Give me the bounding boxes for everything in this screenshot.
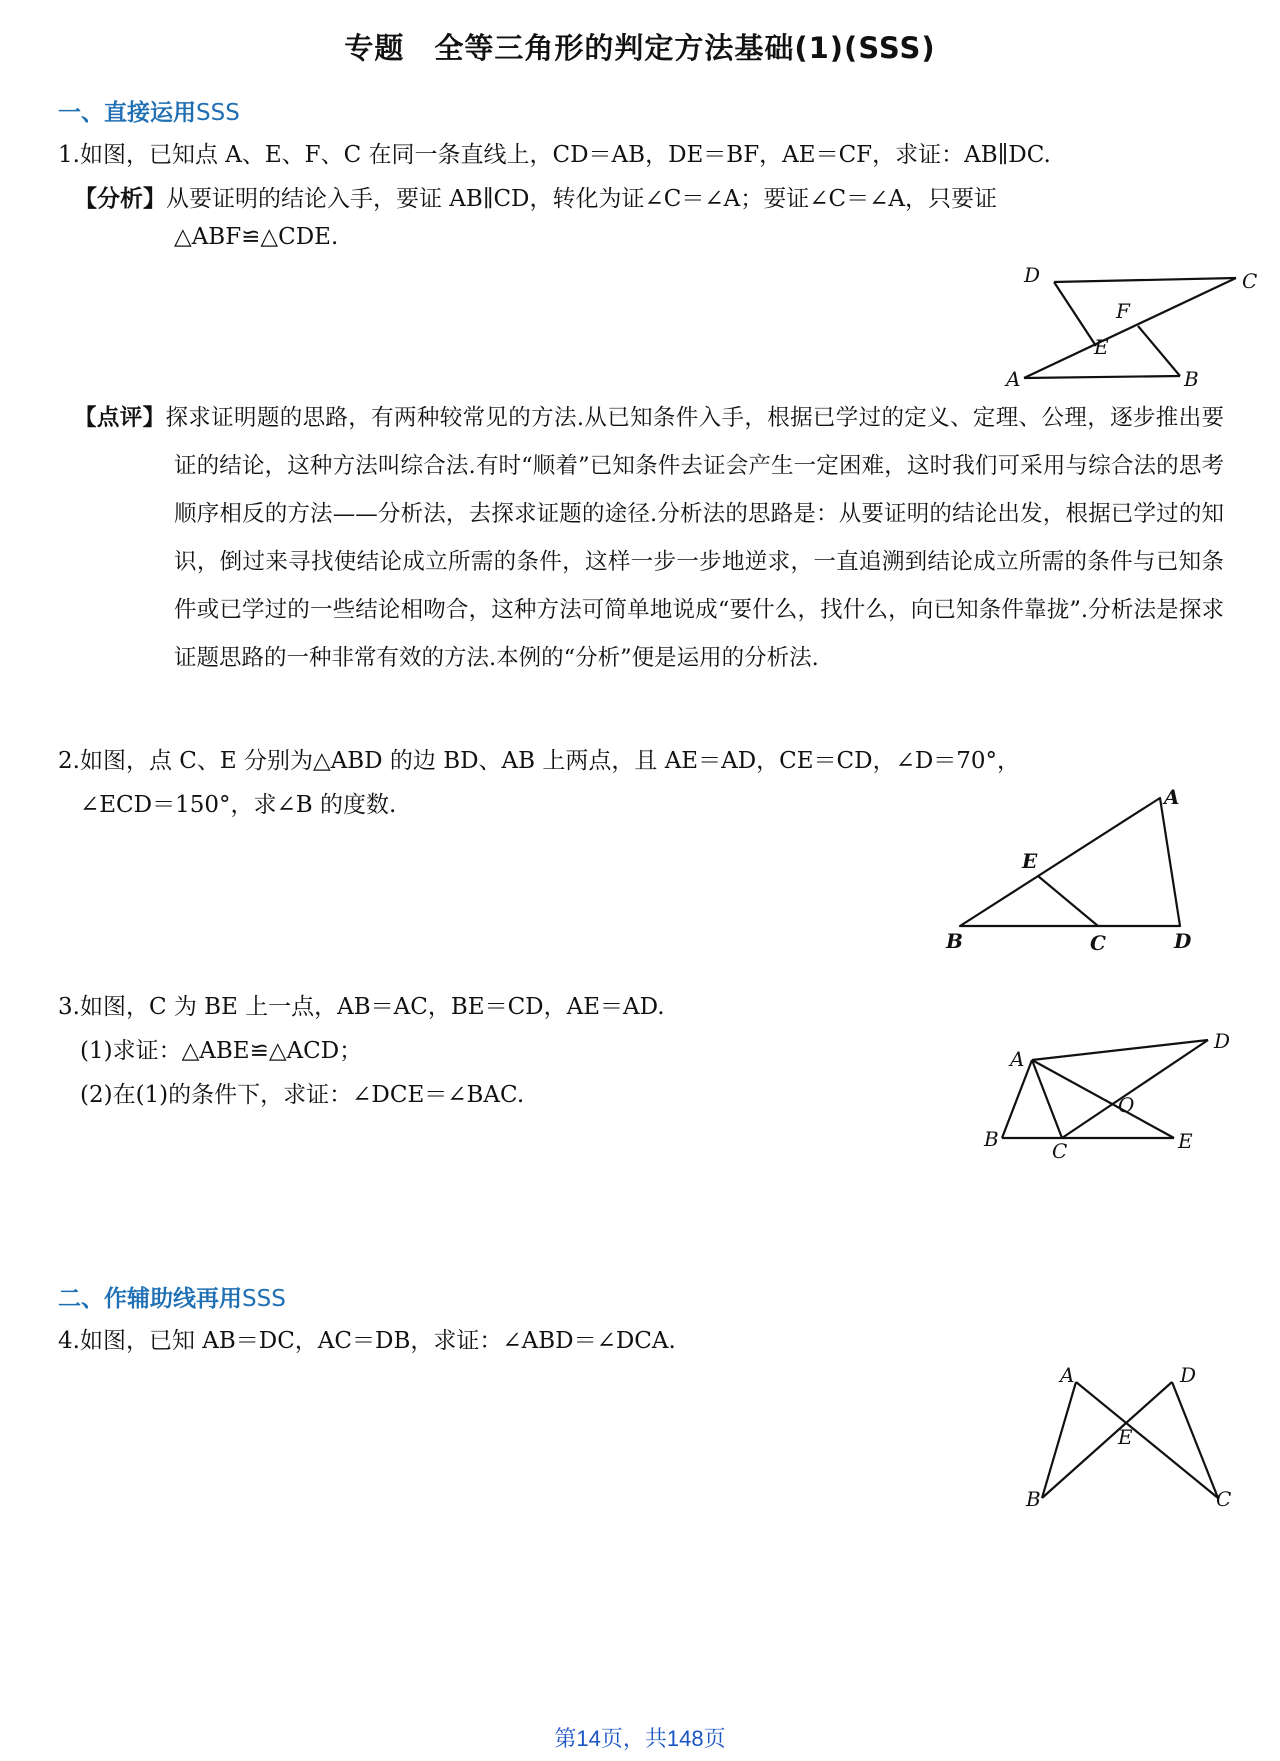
q1-line-d-e [1054, 282, 1096, 346]
q1-line-a-c [1024, 278, 1236, 378]
question-3-line-1: 3.如图，C 为 BE 上一点，AB＝AC，BE＝CD，AE＝AD. [58, 994, 665, 1020]
q4-label-d: D [1180, 1363, 1197, 1387]
analysis-tag: 【分析】 [74, 186, 166, 212]
q3-label-a: A [1010, 1047, 1025, 1071]
question-2-line-2: ∠ECD＝150°，求∠B 的度数. [80, 792, 397, 818]
analysis-text-1: 从要证明的结论入手，要证 AB∥CD，转化为证∠C＝∠A；要证∠C＝∠A，只要证 [166, 186, 997, 212]
q1-label-e: E [1094, 335, 1109, 359]
q2-line-e-c [1038, 876, 1098, 926]
q4-label-a: A [1060, 1363, 1075, 1387]
q3-line-a-c [1032, 1060, 1062, 1138]
review-text: 探求证明题的思路，有两种较常见的方法.从已知条件入手，根据已学过的定义、定理、公理，逐步推出要证的结论，这种方法叫综合法.有时“顺着”已知条件去证会产生一定困难，这时我们可采用与综合法的思考顺序相反的方法——分析法，去探求证题的途径.分析法的思路是：从要证明的结论出发，根据已学过的知识，倒过来寻找使结论成立所需的条件，这样一步一步地逆求，一直追溯到结论成立所需的条件与已知条件或已学过的一些结论相吻合，这种方法可简单地说成“要什么，找什么，向已知条件靠拢”.分析法是探求证题思路的一种非常有效的方法.本例的“分析”便是运用的分析法. [165, 405, 1224, 671]
q3-label-b: B [984, 1127, 999, 1151]
q3-label-o: O [1118, 1093, 1135, 1117]
q4-label-b: B [1026, 1487, 1041, 1511]
section-heading-1 [58, 94, 240, 127]
section-heading-1-label: 一、直接运用 [58, 100, 196, 126]
question-1-analysis-line-2: △ABF≌△CDE. [174, 224, 339, 250]
question-4-figure [1026, 1363, 1232, 1516]
q4-label-e: E [1118, 1425, 1133, 1449]
question-4-line-1: 4.如图，已知 AB＝DC，AC＝DB，求证：∠ABD＝∠DCA. [58, 1328, 676, 1354]
page-indicator: 第14页，共148页 [554, 1726, 726, 1751]
page-title: 专题 全等三角形的判定方法基础(1)(SSS) [344, 31, 936, 65]
q2-triangle-abd [960, 798, 1180, 926]
q2-label-d: D [1174, 929, 1192, 953]
q1-line-d-c [1054, 278, 1236, 282]
q1-line-a-b [1024, 376, 1180, 378]
question-1-text: 1.如图，已知点 A、E、F、C 在同一条直线上，CD＝AB，DE＝BF，AE＝CF，求证：AB∥DC. [58, 142, 1051, 168]
q1-label-b: B [1184, 367, 1199, 391]
section-heading-2-suffix: SSS [242, 1286, 286, 1312]
q2-label-b: B [946, 929, 963, 953]
section-heading-1-suffix: SSS [196, 100, 240, 126]
question-3-line-3: (2)在(1)的条件下，求证：∠DCE＝∠BAC. [80, 1082, 525, 1108]
question-3-line-2: (1)求证：△ABE≌△ACD； [80, 1038, 363, 1064]
review-tag: 【点评】 [74, 405, 166, 431]
q3-label-e: E [1178, 1129, 1193, 1153]
q2-label-a: A [1164, 785, 1180, 809]
q3-line-a-e [1032, 1060, 1174, 1138]
q2-label-e: E [1022, 849, 1038, 873]
q1-line-f-b [1138, 326, 1180, 376]
q4-line-d-b [1042, 1382, 1172, 1498]
question-1-review [74, 394, 1224, 682]
question-2-figure [946, 785, 1220, 970]
q1-label-d: D [1024, 263, 1041, 287]
section-heading-2-label: 二、作辅助线再用 [58, 1286, 242, 1312]
q2-label-c: C [1090, 931, 1106, 955]
question-1-analysis-line-1 [74, 180, 997, 213]
q1-label-a: A [1006, 367, 1021, 391]
q4-line-a-b [1042, 1382, 1076, 1498]
q4-label-c: C [1216, 1487, 1232, 1511]
q3-label-c: C [1052, 1139, 1068, 1163]
q3-label-d: D [1214, 1029, 1231, 1053]
q1-label-c: C [1242, 269, 1258, 293]
section-heading-2 [58, 1280, 286, 1313]
question-1-figure [1006, 262, 1258, 392]
q1-label-f: F [1116, 299, 1130, 323]
q4-line-a-c [1076, 1382, 1218, 1498]
question-2-line-1: 2.如图，点 C、E 分别为△ABD 的边 BD、AB 上两点，且 AE＝AD，CE＝CD，∠D＝70°， [58, 748, 1021, 774]
question-3-figure [984, 1024, 1231, 1163]
q3-line-a-b [1002, 1060, 1032, 1138]
